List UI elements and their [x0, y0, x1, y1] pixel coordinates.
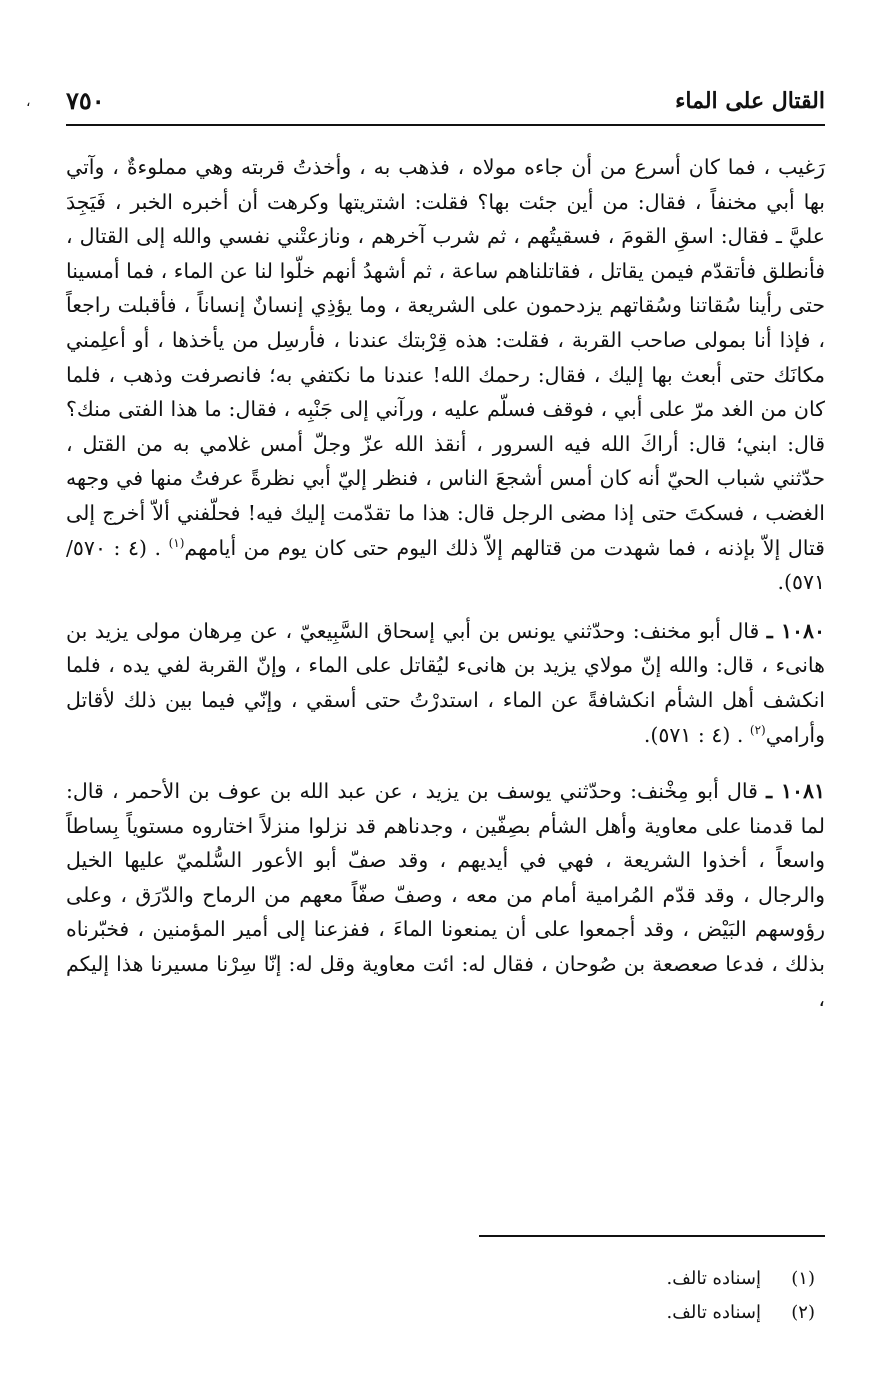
page-header [66, 80, 825, 126]
footnotes [66, 1262, 825, 1330]
paragraph-text: قال أبو مِخْنف: وحدّثني يوسف بن يزيد ، عن عبد الله بن عوف بن الأحمر ، قال: لما قدمنا على معاوية وأهل الشأم بصِفّين ، وجدناهم قد نزلوا منزلاً اختاروه مستوياً بِساطاً واسعاً ، أخذوا الشريعة ، فهي في أيديهم ، وقد صفّ أبو الأعور السُّلميّ عليها الخيل والرجال ، وقد قدّم المُرامية أمام من معه ، وصفّ صفّاً معهم من الرماح والدّرَق ، وعلى رؤوسهم البَيْض ، وقد أجمعوا على أن يمنعونا الماءَ ، ففزعنا إلى أمير المؤمنين ، فخبّرناه بذلك ، فدعا صعصعة بن صُوحان ، فقال له: ائت معاوية وقل له: إنّا سِرْنا مسيرنا هذا إليكم ، [66, 779, 825, 1011]
report-number: ١٠٨٠ ـ [766, 618, 825, 643]
margin-mark: ، [26, 94, 31, 110]
paragraph-text: قال أبو مخنف: وحدّثني يونس بن أبي إسحاق السَّبِيعيّ ، عن مِرهان مولى يزيد بن هانىء ، قال: والله إنّ مولاي يزيد بن هانىء ليُقاتل على الماء ، وإنّ القربة لفي يده ، فلما انكشف أهل الشأم انكشافةً عن الماء ، استدرْتُ حتى أسقي ، وإنّي فيما بين ذلك لأقاتل وأرامي [66, 618, 825, 747]
source-reference: . (٤ : ٥٧١). [643, 722, 744, 747]
report-number: ١٠٨١ ـ [766, 779, 825, 804]
footnote-divider [479, 1235, 825, 1237]
footnote-ref: (٢) [749, 722, 766, 737]
footnote-text: إسناده تالف. [666, 1268, 761, 1289]
source-reference: . (٤ : ٥٧٠/ ٥٧١). [66, 535, 825, 595]
paragraph-continuation [66, 150, 825, 600]
paragraph-1081 [66, 774, 825, 1016]
footnote-ref: (١) [168, 535, 185, 550]
footnote-item [66, 1296, 825, 1330]
paragraph-1080 [66, 614, 825, 752]
footnote-number: (١) [791, 1268, 815, 1289]
footnote-text: إسناده تالف. [666, 1302, 761, 1323]
running-title: القتال على الماء [675, 88, 825, 114]
main-text [66, 150, 825, 1016]
footnote-item [66, 1262, 825, 1296]
footnote-number: (٢) [791, 1302, 815, 1323]
paragraph-text: رَغيب ، فما كان أسرع من أن جاءه مولاه ، فذهب به ، وأخذتُ قربته وهي مملوءةٌ ، وآتي بها أبي مخنفاً ، فقال: من أين جئت بها؟ فقلت: اشتريتها وكرهت أن أخبره الخبر ، فَيَجِدَ عليَّ ـ فقال: اسقِ القومَ ، فسقيتُهم ، ثم شرب آخرهم ، ونازعتْني نفسي والله إلى القتال ، فأنطلق فأتقدّم فيمن يقاتل ، فقاتلناهم ساعة ، ثم أشهدُ أنهم خلّوا لنا عن الماء ، فما أمسينا حتى رأينا سُقاتنا وسُقاتهم يزدحمون على الشريعة ، وما يؤذِي إنسانٌ إنساناً ، فأقبلت راجعاً ، فإذا أنا بمولى صاحب القربة ، فقلت: هذه قِرْبتك عندنا ، فأرسِل من يأخذها ، أو أعلِمني مكانَك حتى أبعث بها إليك ، فقال: رحمك الله! عندنا ما نكتفي به؛ فانصرفت وذهب ، فلما كان من الغد مرّ على أبي ، فوقف فسلّم عليه ، ورآني إلى جَنْبِه ، فقال: ما هذا الفتى منك؟ قال: ابني؛ قال: أراكَ الله فيه السرور ، أنقذ الله عزّ وجلّ أمس غلامي به من القتل ، حدّثني شباب الحيّ أنه كان أمس أشجعَ الناس ، فنظر إليّ أبي نظرةً عرفتُ منها في وجهه الغضب ، فسكتَ حتى إذا مضى الرجل قال: هذا ما تقدّمت إليك فيه! فحلّفني ألاّ أخرج إلى قتال إلاّ بإذنه ، فما شهدت من قتالهم إلاّ ذلك اليوم حتى كان يوم من أيامهم [66, 155, 825, 560]
page-number: ٧٥٠ [66, 86, 105, 115]
